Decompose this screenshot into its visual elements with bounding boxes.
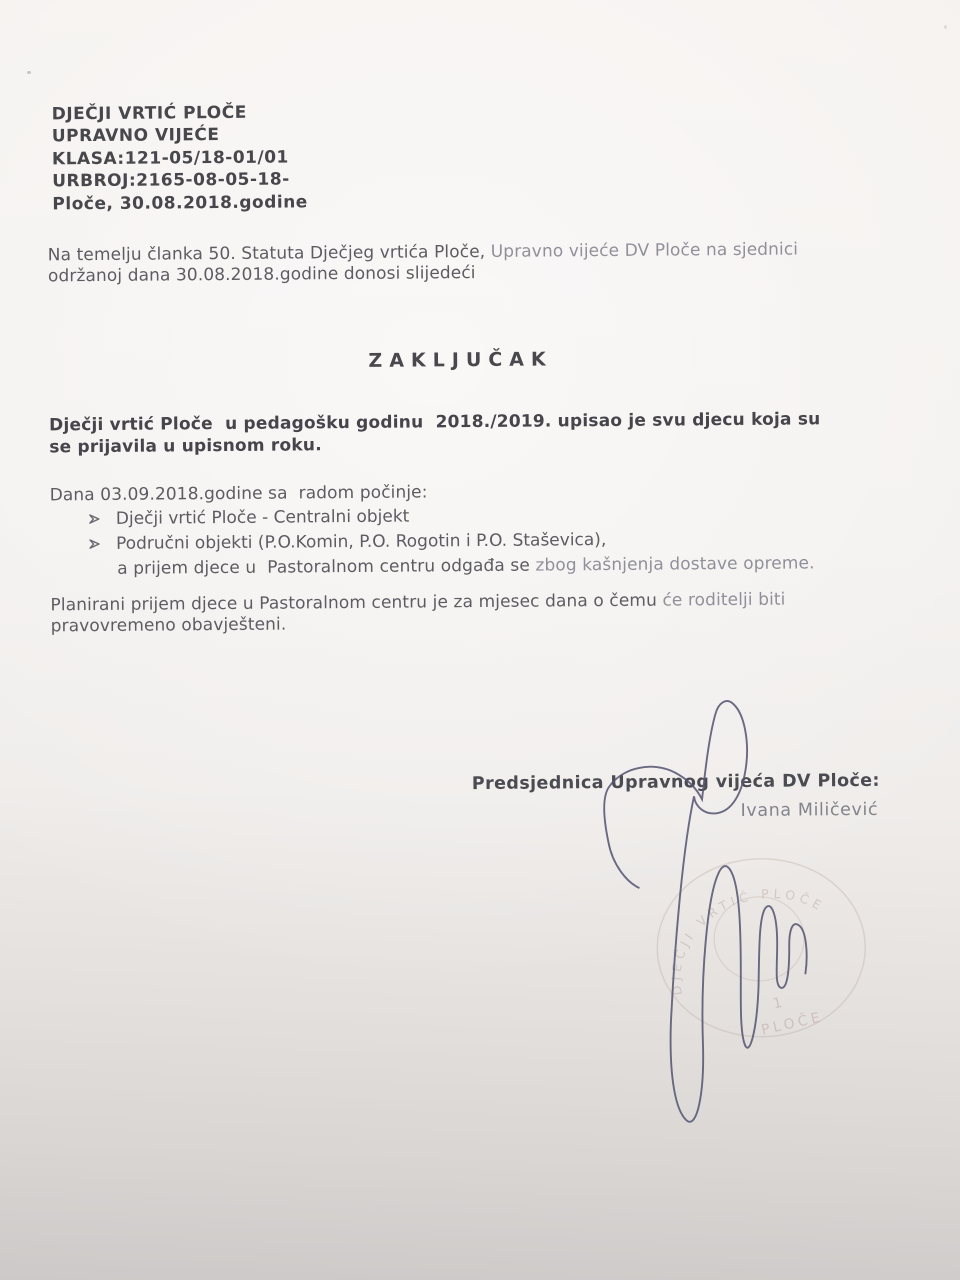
preamble-seg-dark: Na temelju članka 50. Statuta Dječjeg vrtića Ploče, bbox=[47, 241, 491, 266]
document-title: ZAKLJUČAK bbox=[368, 348, 553, 372]
preamble-line-2: održanoj dana 30.08.2018.godine donosi slijedeći bbox=[47, 263, 476, 287]
header-urbroj: URBROJ:2165-08-05-18- bbox=[52, 169, 290, 192]
preamble-line-1 bbox=[48, 239, 798, 265]
note-line-2: pravovremeno obavješteni. bbox=[50, 614, 287, 637]
note-seg-dark: Planirani prijem djece u Pastoralnom centru je za mjesec dana o čemu bbox=[50, 590, 663, 616]
preamble-seg-faded: Upravno vijeće DV Ploče na sjednici bbox=[490, 239, 799, 262]
continuation-seg-faded: zbog kašnjenja dostave opreme. bbox=[535, 553, 815, 576]
list-item-text: Dječji vrtić Ploče - Centralni objekt bbox=[115, 506, 410, 529]
stamp-number: 1 bbox=[771, 994, 784, 1013]
list-item-continuation bbox=[117, 553, 814, 578]
list-item bbox=[88, 507, 410, 530]
header-org-name: DJEČJI VRTIĆ PLOČE bbox=[51, 102, 247, 125]
note-seg-faded: će roditelji biti bbox=[662, 589, 786, 611]
header-board-name: UPRAVNO VIJEĆE bbox=[51, 125, 220, 147]
arrow-bullet-icon bbox=[88, 510, 102, 522]
stamp-bottom-text: PLOČE bbox=[759, 1009, 825, 1039]
header-klasa: KLASA:121-05/18-01/01 bbox=[51, 147, 289, 170]
list-item-text: Područni objekti (P.O.Komin, P.O. Rogotin i P.O. Staševica), bbox=[115, 530, 607, 554]
schedule-intro: Dana 03.09.2018.godine sa radom počinje: bbox=[49, 482, 428, 506]
arrow-bullet-icon bbox=[88, 535, 102, 547]
continuation-seg-dark: a prijem djece u Pastoralnom centru odgađa se bbox=[117, 555, 536, 579]
stamp-ring-text: DJEČJI VRTIĆ PLOČE bbox=[668, 885, 828, 997]
decision-line-1: Dječji vrtić Ploče u pedagošku godinu 2018./2019. upisao je svu djecu koja su bbox=[49, 409, 821, 436]
note-line-1 bbox=[50, 590, 785, 616]
signature-stroke bbox=[603, 700, 808, 1122]
header-place-date: Ploče, 30.08.2018.godine bbox=[52, 192, 308, 215]
list-item bbox=[88, 530, 606, 554]
signature-name: Ivana Miličević bbox=[740, 799, 879, 821]
decision-line-2: se prijavila u upisnom roku. bbox=[49, 435, 322, 458]
stamp-outer-ring bbox=[657, 858, 866, 1038]
signature-role: Predsjednica Upravnog vijeća DV Ploče: bbox=[471, 770, 881, 795]
stamp-inner-ring bbox=[714, 896, 805, 981]
